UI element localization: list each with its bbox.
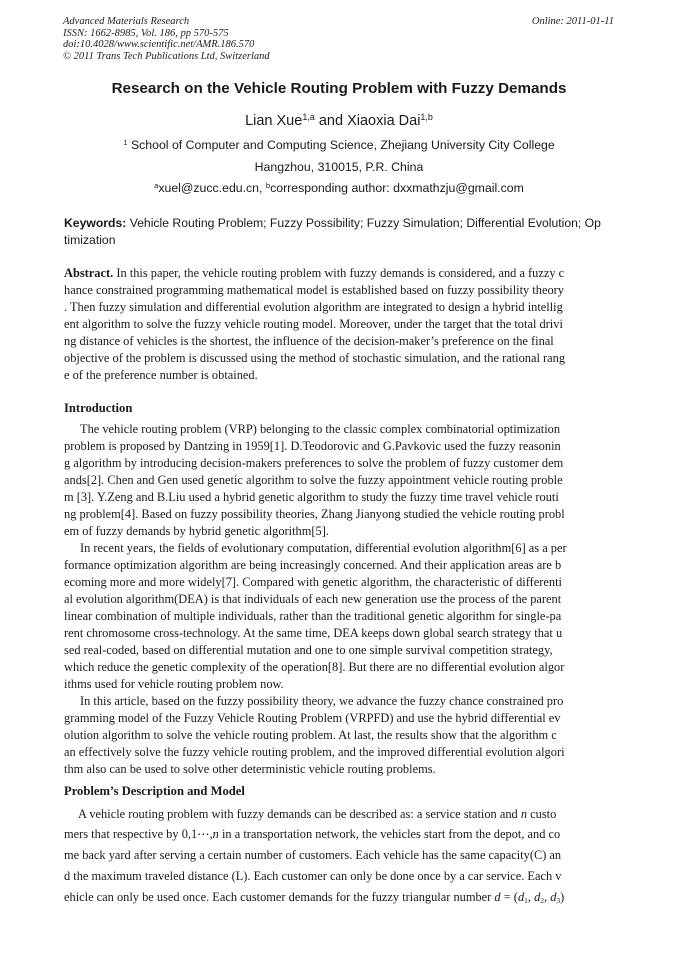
model-text: ehicle can only be used once. Each customer demands for the fuzzy triangular number [64,890,492,904]
abstract-text: In this paper, the vehicle routing problem with fuzzy demands is considered, and a fuzzy c [116,266,565,280]
paper-title: Research on the Vehicle Routing Problem with Fuzzy Demands [111,80,567,97]
email-line [0,181,678,195]
abstract-line: . Then fuzzy simulation and differential evolution algorithm are integrated to design a hybrid intellig [64,300,563,314]
copyright-line: © 2011 Trans Tech Publications Ltd, Switzerland [63,50,270,62]
abstract-line [64,265,616,282]
issn-line: ISSN: 1662-8985, Vol. 186, pp 570-575 [63,27,229,39]
model-line: me back yard after serving a certain number of customers. Each vehicle has the same capacity(C) an [64,848,562,862]
introduction-line: an effectively solve the fuzzy vehicle routing problem, and the improved differential evolution algori [64,745,565,759]
model-text: mers that respective by [64,827,179,841]
model-text: A vehicle routing problem with fuzzy demands can be described as: a service station and [78,807,518,821]
introduction-line: The vehicle routing problem (VRP) belonging to the classic complex combinatorial optimization [80,422,561,436]
model-heading: Problem’s Description and Model [64,784,245,798]
introduction-line: m [3]. Y.Zeng and B.Liu used a hybrid genetic algorithm to study the fuzzy time travel vehicle routi [64,490,559,504]
model-line [64,824,616,845]
online-date: Online: 2011-01-11 [531,16,614,27]
author-name: Lian Xue [245,113,303,129]
introduction-line: problem is proposed by Dantzing in 1959[1]. D.Teodorovic and G.Pavkovic used the fuzzy reasonin [64,439,561,453]
affiliation-text: School of Computer and Computing Science, Zhejiang University City College [130,138,555,152]
introduction-line: gramming model of the Fuzzy Vehicle Routing Problem (VRPFD) and use the hybrid differential ev [64,711,561,725]
author-superscript: 1,b [420,112,433,123]
model-line [64,805,616,824]
introduction-body [64,421,616,778]
customer-index-sequence: 0,1⋯, [181,827,213,841]
formula-symbol: , [543,890,551,904]
keywords-text: Vehicle Routing Problem; Fuzzy Possibility; Fuzzy Simulation; Differential Evolution; Op [129,216,601,230]
model-text: custo [530,807,557,821]
journal-header [63,16,423,62]
introduction-line: thm also can be used to solve other deterministic vehicle routing problems. [64,762,436,776]
introduction-line: rent chromosome cross-technology. At the same time, DEA keeps down global search strategy that u [64,626,563,640]
introduction-line: ecoming more and more widely[7]. Compared with genetic algorithm, the characteristic of differenti [64,575,562,589]
keywords-block [64,215,616,249]
introduction-line: ithms used for vehicle routing problem now. [64,677,284,691]
variable-n: n [212,827,219,841]
introduction-line: which reduce the genetic complexity of the operation[8]. But there are no differential evolution algor [64,660,565,674]
keywords-line [64,215,616,232]
introduction-heading: Introduction [64,401,133,415]
affiliation-superscript: 1 [123,137,128,147]
formula-subscript: 3 [556,895,561,905]
model-body [64,805,616,908]
abstract-line: ent algorithm to solve the fuzzy vehicle routing model. Moreover, under the target that the total drivi [64,317,563,331]
introduction-line: In this article, based on the fuzzy possibility theory, we advance the fuzzy chance constrained pro [80,694,564,708]
introduction-line: olution algorithm to solve the vehicle routing problem. At last, the results show that the algorithm c [64,728,557,742]
abstract-line: hance constrained programming mathematical model is established based on fuzzy possibility theory [64,283,564,297]
introduction-line: formance optimization algorithm are being increasingly concerned. And their application areas are b [64,558,562,572]
formula-symbol: ) [560,890,565,904]
introduction-line: em of fuzzy demands by hybrid genetic algorithm[5]. [64,524,329,538]
email-superscript: b [265,180,271,190]
formula-symbol: d [550,890,557,904]
author-name: Xiaoxia Dai [347,113,421,129]
formula-symbol: d [494,890,501,904]
author-conjunction: and [318,113,344,129]
corresponding-email[interactable]: corresponding author: dxxmathzju@gmail.com [270,181,524,195]
introduction-line: al evolution algorithm(DEA) is that individuals of each new generation use the process of the parent [64,592,562,606]
affiliation-line [0,138,678,152]
model-text: in a transportation network, the vehicles start from the depot, and co [221,827,561,841]
model-line: d the maximum traveled distance (L). Each customer can only be done once by a car service. Each v [64,869,562,883]
journal-name: Advanced Materials Research [63,16,190,27]
keywords-label: Keywords: [64,216,127,230]
introduction-line: sed real-coded, based on differential mutation and one to one simple survival competition strategy, [64,643,553,657]
introduction-line: g algorithm by introducing decision-makers preferences to solve the problem of fuzzy customer dem [64,456,564,470]
variable-n: n [520,807,528,821]
formula-symbol: d [517,890,525,904]
introduction-line: linear combination of multiple individuals, rather than the traditional genetic algorithm for single-pa [64,609,562,623]
author-superscript: 1,a [302,112,315,123]
keywords-line: timization [64,233,116,247]
author-line [0,113,678,129]
abstract-line: ng distance of vehicles is the shortest, the influence of the decision-maker’s preference on the final [64,334,554,348]
fuzzy-demand-formula [494,890,564,904]
doi-link[interactable]: doi:10.4028/www.scientific.net/AMR.186.570 [63,39,255,50]
formula-subscript: 1 [524,895,528,905]
introduction-line: In recent years, the fields of evolutionary computation, differential evolution algorithm[6] as a per [80,541,567,555]
abstract-label: Abstract. [64,266,114,280]
abstract-line: e of the preference number is obtained. [64,368,258,382]
formula-symbol: = ( [500,890,518,904]
model-line [64,887,616,908]
formula-symbol: , [527,890,535,904]
affiliation-city: Hangzhou, 310015, P.R. China [254,160,424,174]
introduction-line: ands[2]. Chen and Gen used genetic algorithm to solve the fuzzy appointment vehicle routing proble [64,473,563,487]
formula-subscript: 2 [540,895,544,905]
email-superscript: a [154,180,159,190]
abstract-block [64,265,616,384]
formula-symbol: d [534,890,541,904]
abstract-line: objective of the problem is discussed using the method of stochastic simulation, and the rational rang [64,351,566,365]
email-address[interactable]: xuel@zucc.edu.cn, [158,181,266,195]
introduction-line: ng problem[4]. Based on fuzzy possibility theories, Zhang Jianyong studied the vehicle routing probl [64,507,565,521]
